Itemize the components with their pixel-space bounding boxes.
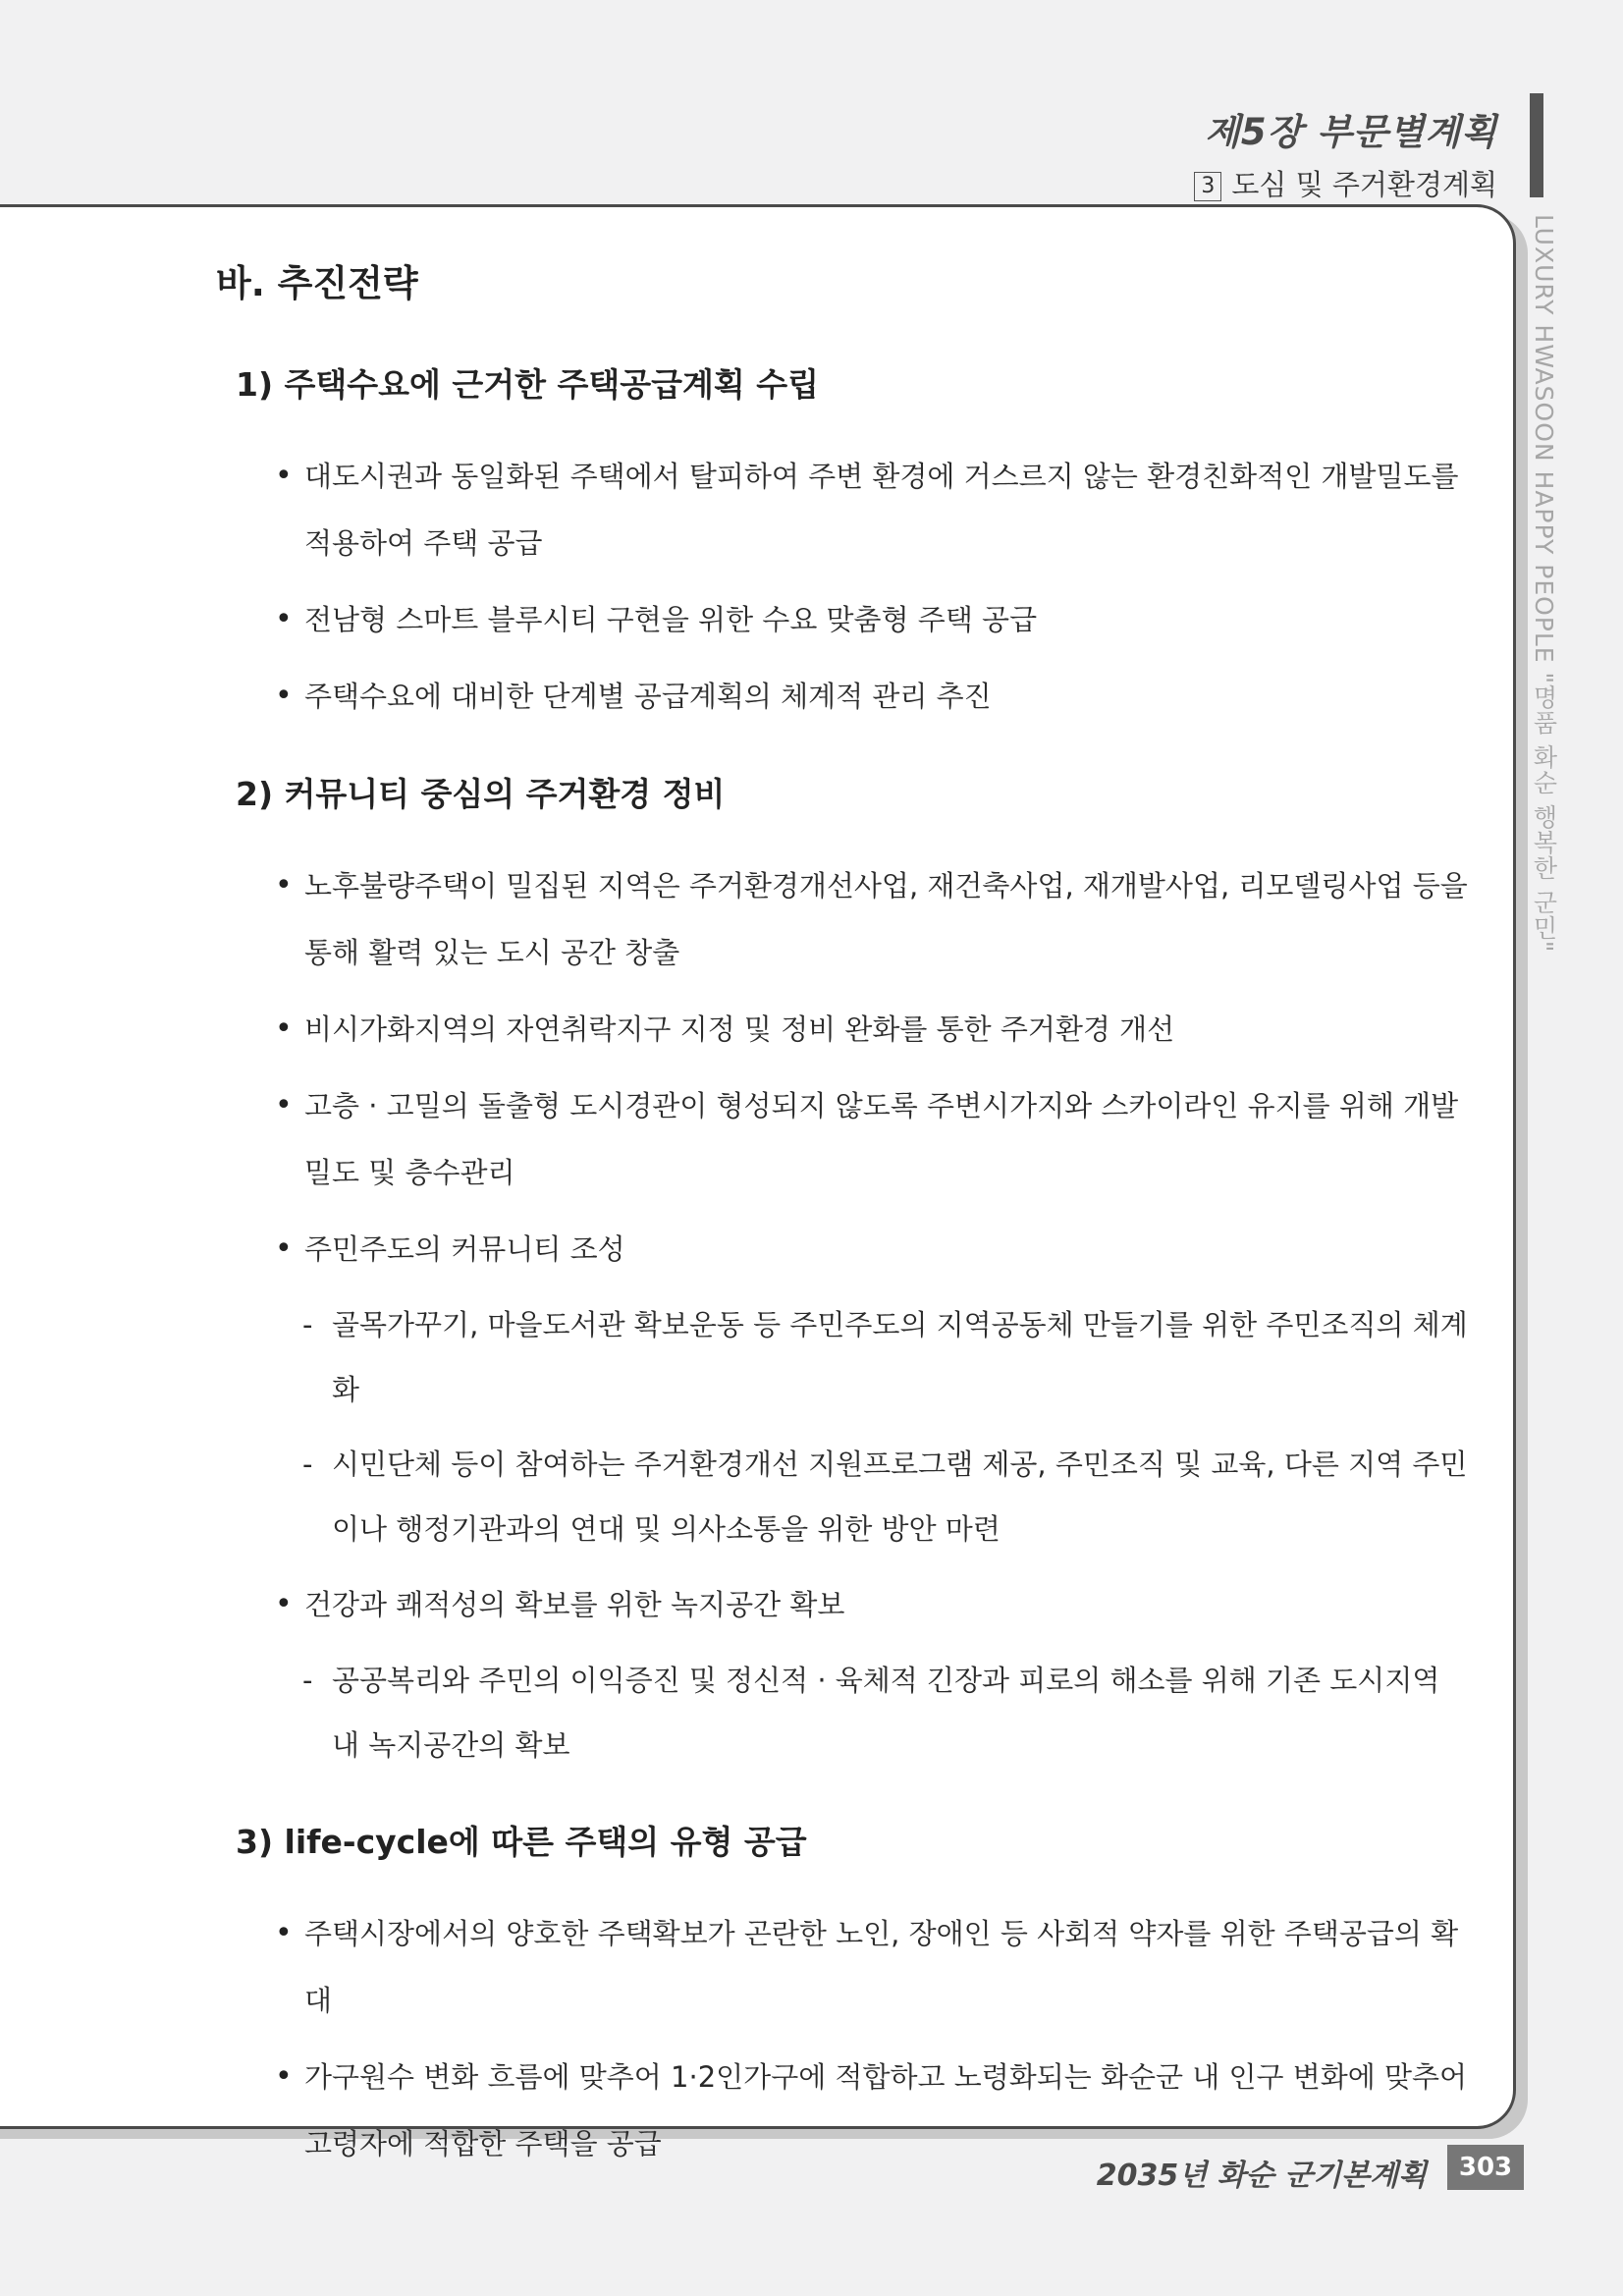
list-item: • 가구원수 변화 흐름에 맞추어 1·2인가구에 적합하고 노령화되는 화순군 내 인구 변화에 맞추어 고령자에 적합한 주택을 공급 [275,2044,1473,2177]
list-item: • 노후불량주택이 밀집된 지역은 주거환경개선사업, 재건축사업, 재개발사업, 리모델링사업 등을 통해 활력 있는 도시 공간 창출 [275,852,1473,986]
content [216,253,1473,2216]
list-item: • 대도시권과 동일화된 주택에서 탈피하여 주변 환경에 거스르지 않는 환경친화적인 개발밀도를 적용하여 주택 공급 [275,443,1473,576]
list-item: • 전남형 스마트 블루시티 구현을 위한 수요 맞춤형 주택 공급 [275,586,1473,653]
bullet-list-2 [275,852,1473,1777]
bullet-list-3 [275,1900,1473,2177]
sub-heading-2: 2) 커뮤니티 중심의 주거환경 정비 [236,775,726,813]
sub-list-item: - 시민단체 등이 참여하는 주거환경개선 지원프로그램 제공, 주민조직 및 교육, 다른 지역 주민이나 행정기관과의 연대 및 의사소통을 위한 방안 마련 [302,1432,1473,1561]
section-title-line [1194,163,1497,203]
sub-list-item: - 골목가꾸기, 마을도서관 확보운동 등 주민주도의 지역공동체 만들기를 위한 주민조직의 체계화 [302,1292,1473,1422]
section-title: 도심 및 주거환경계획 [1231,168,1497,201]
footer-title: 2035년 화순 군기본계획 [1096,2159,1427,2193]
sub-heading-1: 1) 주택수요에 근거한 주택공급계획 수립 [236,365,820,404]
bullet-list-1 [275,443,1473,730]
list-item: • 주택시장에서의 양호한 주택확보가 곤란한 노인, 장애인 등 사회적 약자를 위한 주택공급의 확대 [275,1900,1473,2034]
sub-list-item: - 공공복리와 주민의 이익증진 및 정신적 · 육체적 긴장과 피로의 해소를 위해 기존 도시지역 내 녹지공간의 확보 [302,1648,1473,1777]
header-bar [1530,93,1543,197]
chapter-title: 제5장 부문별계획 [1205,111,1497,153]
sub-heading-3: 3) life-cycle에 따른 주택의 유형 공급 [236,1823,807,1861]
list-item: • 고층 · 고밀의 돌출형 도시경관이 형성되지 않도록 주변시가지와 스카이라인 유지를 위해 개발밀도 및 층수관리 [275,1072,1473,1206]
list-item: • 주택수요에 대비한 단계별 공급계획의 체계적 관리 추진 [275,663,1473,730]
main-heading: 바. 추진전략 [216,262,418,304]
page-number: 303 [1447,2145,1524,2190]
list-item: • 주민주도의 커뮤니티 조성 [275,1216,1473,1283]
list-item: • 건강과 쾌적성의 확보를 위한 녹지공간 확보 [275,1571,1473,1638]
side-slogan: LUXURY HWASOON HAPPY PEOPLE "명품 화순 행복한 군민" [1530,214,1558,954]
list-item: • 비시가화지역의 자연취락지구 지정 및 정비 완화를 통한 주거환경 개선 [275,996,1473,1063]
section-number-box: 3 [1194,172,1221,201]
